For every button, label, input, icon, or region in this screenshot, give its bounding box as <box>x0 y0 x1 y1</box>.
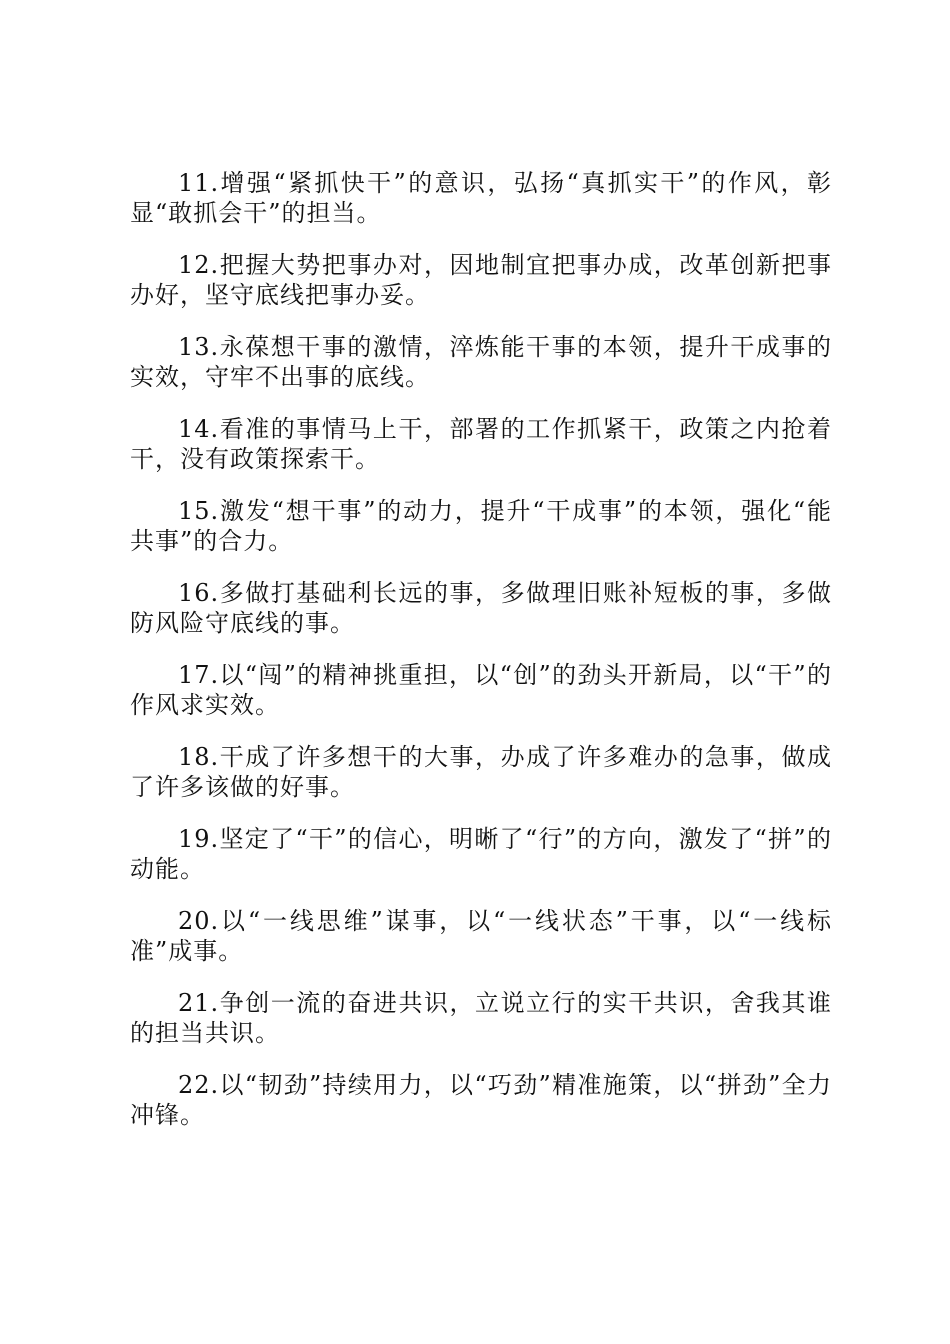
paragraph-12: 12.把握大势把事办对，因地制宜把事办成，改革创新把事办好，坚守底线把事办妥。 <box>130 251 832 309</box>
paragraph-18: 18.干成了许多想干的大事，办成了许多难办的急事，做成了许多该做的好事。 <box>130 743 832 801</box>
paragraph-20: 20.以“一线思维”谋事，以“一线状态”干事，以“一线标准”成事。 <box>130 907 832 965</box>
paragraph-14: 14.看准的事情马上干，部署的工作抓紧干，政策之内抢着干，没有政策探索干。 <box>130 415 832 473</box>
paragraph-19: 19.坚定了“干”的信心，明晰了“行”的方向，激发了“拼”的动能。 <box>130 825 832 883</box>
paragraph-13: 13.永葆想干事的激情，淬炼能干事的本领，提升干成事的实效，守牢不出事的底线。 <box>130 333 832 391</box>
paragraph-21: 21.争创一流的奋进共识，立说立行的实干共识，舍我其谁的担当共识。 <box>130 989 832 1047</box>
document-body <box>130 168 832 1152</box>
paragraph-11: 11.增强“紧抓快干”的意识，弘扬“真抓实干”的作风，彰显“敢抓会干”的担当。 <box>130 169 832 227</box>
paragraph-17: 17.以“闯”的精神挑重担，以“创”的劲头开新局，以“干”的作风求实效。 <box>130 661 832 719</box>
paragraph-22: 22.以“韧劲”持续用力，以“巧劲”精准施策，以“拼劲”全力冲锋。 <box>130 1071 832 1129</box>
paragraph-16: 16.多做打基础利长远的事，多做理旧账补短板的事，多做防风险守底线的事。 <box>130 579 832 637</box>
paragraph-15: 15.激发“想干事”的动力，提升“干成事”的本领，强化“能共事”的合力。 <box>130 497 832 555</box>
